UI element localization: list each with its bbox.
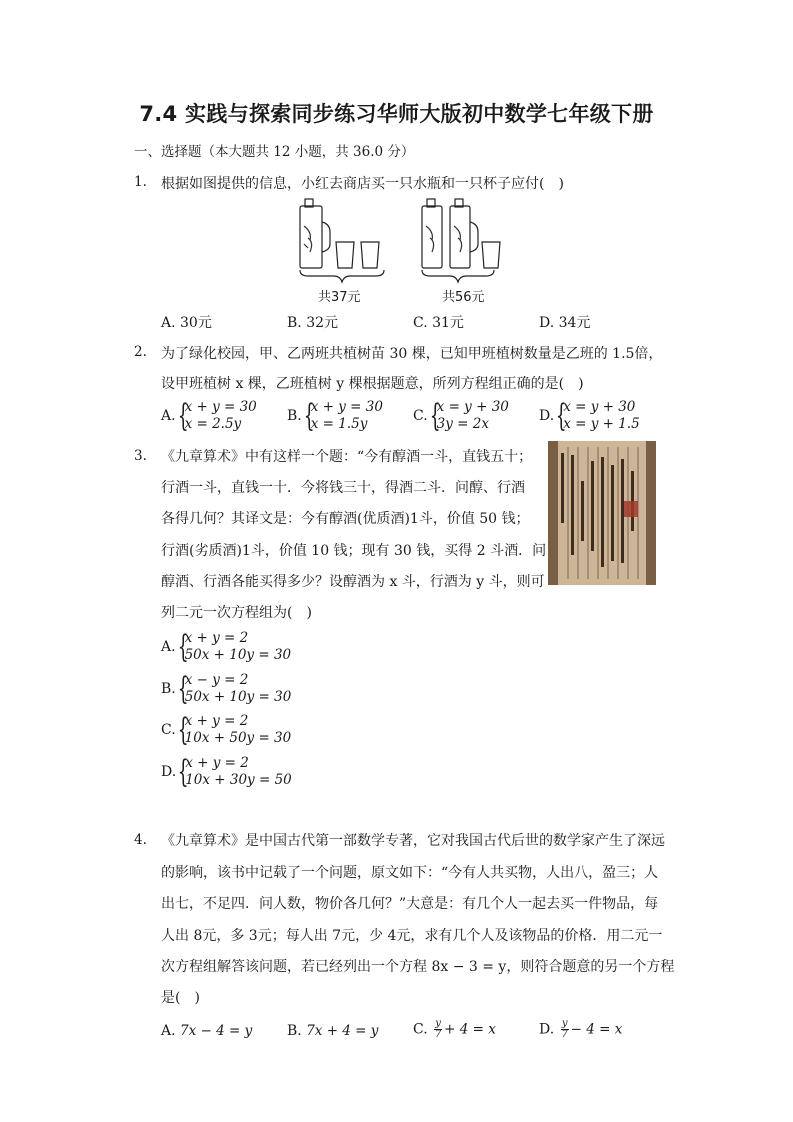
q2-option-b-eq1: x + y = 30 xyxy=(310,399,383,415)
q3-option-d-label: D. xyxy=(161,764,177,780)
brace-icon: { xyxy=(177,628,189,665)
q3-option-b-eq1: x − y = 2 xyxy=(184,672,249,688)
q4-option-b[interactable] xyxy=(287,1023,378,1039)
q4-option-b-label: B. xyxy=(287,1023,302,1039)
q1-bottles-figure xyxy=(290,196,510,286)
q2-option-c[interactable] xyxy=(413,399,509,433)
q4-option-b-expr: 7x + 4 = y xyxy=(306,1023,379,1039)
q3-option-c-eq1: x + y = 2 xyxy=(184,713,249,729)
q4-option-c-rest: + 4 = x xyxy=(444,1021,496,1038)
brace-icon: { xyxy=(429,397,441,434)
section-heading: 一、选择题（本大题共 12 小题，共 36.0 分） xyxy=(134,144,415,160)
q3-option-a-eq2: 50x + 10y = 30 xyxy=(184,647,292,663)
q3-line-5: 醇酒、行酒各能买得多少？设醇酒为 x 斗，行酒为 y 斗，则可 xyxy=(161,574,545,590)
brace-icon: { xyxy=(303,397,315,434)
q1-option-a[interactable]: A. 30元 xyxy=(161,315,212,331)
q3-number: 3. xyxy=(134,448,147,464)
ancient-book-image xyxy=(548,441,656,585)
q4-line-4: 人出 8元，多 3元；每人出 7元，少 4元，求有几个人及该物品的价格．用二元一 xyxy=(161,928,663,944)
q2-option-c-eq1: x = y + 30 xyxy=(436,399,509,415)
q4-option-a-expr: 7x − 4 = y xyxy=(180,1023,253,1039)
q2-option-c-eq2: 3y = 2x xyxy=(436,416,489,432)
q3-line-4: 行酒(劣质酒)1斗，价值 10 钱；现有 30 钱，买得 2 斗酒．问 xyxy=(161,543,547,559)
fraction-denominator: 7 xyxy=(561,1029,568,1040)
brace-icon: { xyxy=(177,670,189,707)
q4-option-a-label: A. xyxy=(161,1023,176,1039)
q1-text: 根据如图提供的信息，小红去商店买一只水瓶和一只杯子应付( ) xyxy=(161,176,564,192)
q4-number: 4. xyxy=(134,832,147,848)
q1-option-c[interactable]: C. 31元 xyxy=(413,315,464,331)
q2-line-2: 设甲班植树 x 棵，乙班植树 y 棵根据题意，所列方程组正确的是( ) xyxy=(161,376,584,392)
q3-option-b[interactable] xyxy=(161,672,291,706)
fraction-numerator: y xyxy=(435,1018,441,1029)
q3-line-1: 《九章算术》中有这样一个题：“今有醇酒一斗，直钱五十； xyxy=(161,449,533,465)
q3-option-a[interactable] xyxy=(161,630,291,664)
q1-caption-right: 共56元 xyxy=(442,290,485,305)
q4-option-d[interactable] xyxy=(539,1019,622,1040)
q3-option-c-label: C. xyxy=(161,722,176,738)
q3-option-c-eq2: 10x + 50y = 30 xyxy=(184,730,292,746)
q3-line-2: 行酒一斗，直钱一十．今将钱三十，得酒二斗．问醇、行酒 xyxy=(161,480,525,496)
q4-line-6: 是( ) xyxy=(161,990,200,1006)
q4-option-a[interactable] xyxy=(161,1023,252,1039)
q3-line-3: 各得几何？其译文是：今有醇酒(优质酒)1斗，价值 50 钱； xyxy=(161,511,530,527)
q1-left-group xyxy=(300,199,384,282)
q3-option-d[interactable] xyxy=(161,755,292,789)
q3-option-a-eq1: x + y = 2 xyxy=(184,630,249,646)
q3-option-c[interactable] xyxy=(161,713,291,747)
brace-icon: { xyxy=(177,711,189,748)
q2-option-a[interactable] xyxy=(161,399,257,433)
q1-number: 1. xyxy=(134,174,147,190)
brace-icon: { xyxy=(555,397,567,434)
q1-right-group xyxy=(422,199,500,282)
q2-option-a-label: A. xyxy=(161,408,176,424)
q4-line-3: 出七，不足四．问人数，物价各几何？”大意是：有几个人一起去买一件物品，每 xyxy=(161,896,659,912)
q2-option-a-eq2: x = 2.5y xyxy=(184,416,242,432)
q3-option-b-label: B. xyxy=(161,681,176,697)
q4-option-c-fraction xyxy=(434,1019,442,1040)
page-title: 7.4 实践与探索同步练习华师大版初中数学七年级下册 xyxy=(139,102,654,126)
q4-option-c-label: C. xyxy=(413,1021,428,1038)
fraction-numerator: y xyxy=(561,1018,568,1029)
q4-option-c[interactable] xyxy=(413,1019,496,1040)
q2-option-d-label: D. xyxy=(539,408,555,424)
q2-option-b-label: B. xyxy=(287,408,302,424)
q1-caption-left: 共37元 xyxy=(318,290,361,305)
q2-option-d[interactable] xyxy=(539,399,640,433)
q2-option-d-eq2: x = y + 1.5 xyxy=(563,416,640,432)
q3-option-a-label: A. xyxy=(161,639,176,655)
q4-option-d-fraction xyxy=(561,1019,569,1040)
q4-option-d-rest: − 4 = x xyxy=(570,1021,623,1038)
q4-line-1: 《九章算术》是中国古代第一部数学专著，它对我国古代后世的数学家产生了深远 xyxy=(161,833,665,849)
fraction-denominator: 7 xyxy=(434,1029,442,1040)
q4-line-2: 的影响，该书中记载了一个问题，原文如下：“今有人共买物，人出八，盈三；人 xyxy=(161,865,659,881)
q1-option-b[interactable]: B. 32元 xyxy=(287,315,339,331)
q3-option-d-eq1: x + y = 2 xyxy=(185,755,249,771)
q2-option-b-eq2: x = 1.5y xyxy=(310,416,368,432)
q3-option-d-eq2: 10x + 30y = 50 xyxy=(185,772,292,788)
q2-option-d-eq1: x = y + 30 xyxy=(563,399,636,415)
q2-option-b[interactable] xyxy=(287,399,383,433)
q2-option-a-eq1: x + y = 30 xyxy=(184,399,257,415)
q3-line-6: 列二元一次方程组为( ) xyxy=(161,605,312,621)
q4-option-d-label: D. xyxy=(539,1021,555,1038)
q2-option-c-label: C. xyxy=(413,408,428,424)
q1-option-d[interactable]: D. 34元 xyxy=(539,315,591,331)
q4-line-5: 次方程组解答该问题，若已经列出一个方程 8x − 3 = y，则符合题意的另一个方程 xyxy=(161,959,675,975)
q3-option-b-eq2: 50x + 10y = 30 xyxy=(184,689,292,705)
q2-number: 2. xyxy=(134,344,147,360)
brace-icon: { xyxy=(177,753,189,790)
q2-line-1: 为了绿化校园，甲、乙两班共植树苗 30 棵，已知甲班植树数量是乙班的 1.5倍， xyxy=(161,346,663,362)
brace-icon: { xyxy=(177,397,189,434)
